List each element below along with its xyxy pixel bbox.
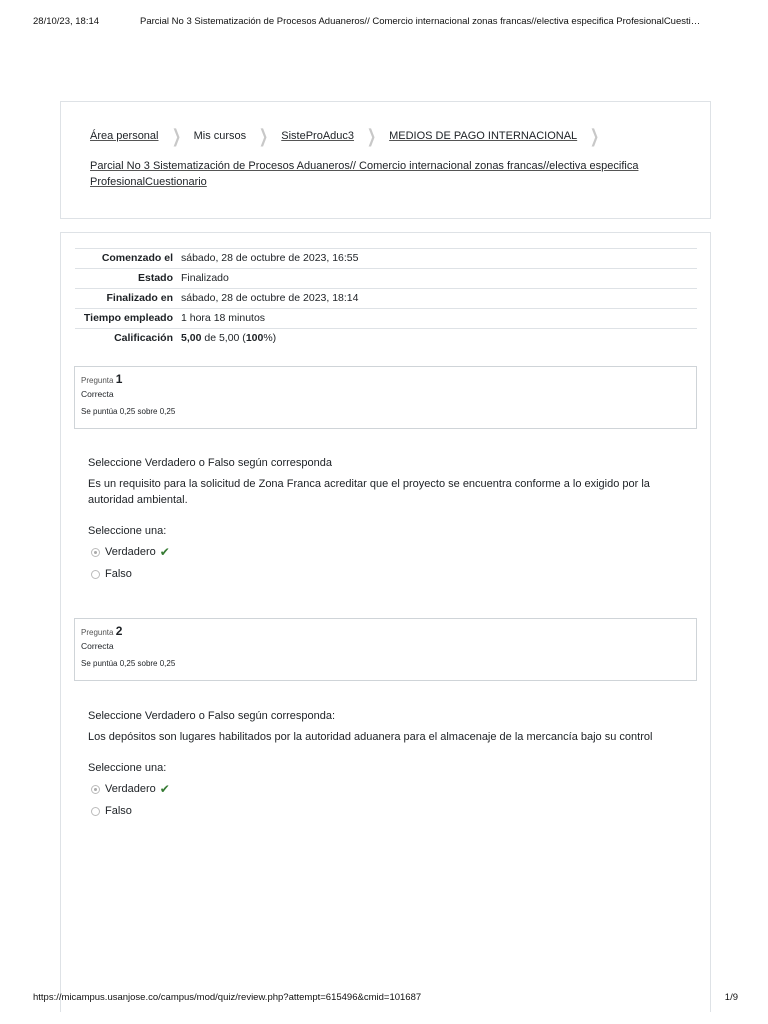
check-icon: ✔ bbox=[159, 782, 170, 796]
radio-button[interactable] bbox=[91, 807, 100, 816]
question-intro: Seleccione Verdadero o Falso según corresponda bbox=[88, 457, 332, 469]
check-icon: ✔ bbox=[159, 545, 170, 559]
table-row bbox=[75, 309, 697, 329]
summary-label: Finalizado en bbox=[106, 292, 173, 304]
question-number bbox=[81, 372, 690, 386]
table-row bbox=[75, 329, 697, 349]
question-grade: Se puntúa 0,25 sobre 0,25 bbox=[81, 407, 176, 416]
grade-value bbox=[181, 329, 697, 349]
summary-value: Finalizado bbox=[181, 272, 229, 284]
answer-option-verdadero[interactable] bbox=[88, 541, 683, 563]
answer-label: Falso bbox=[105, 805, 132, 817]
question-info-1 bbox=[74, 366, 697, 429]
answer-option-falso[interactable] bbox=[88, 800, 683, 822]
answer-label: Falso bbox=[105, 568, 132, 580]
breadcrumb-course[interactable]: SisteProAduc3 bbox=[281, 130, 355, 142]
summary-label: Calificación bbox=[114, 332, 173, 344]
radio-button-checked[interactable] bbox=[91, 785, 100, 794]
summary-value: sábado, 28 de octubre de 2023, 16:55 bbox=[181, 252, 359, 264]
question-label: Pregunta bbox=[81, 376, 114, 385]
table-row bbox=[75, 269, 697, 289]
summary-label: Estado bbox=[137, 272, 173, 284]
print-header bbox=[33, 16, 738, 27]
grade-percent: 100 bbox=[245, 332, 264, 344]
question-grade: Se puntúa 0,25 sobre 0,25 bbox=[81, 659, 176, 668]
summary-value: sábado, 28 de octubre de 2023, 18:14 bbox=[181, 292, 359, 304]
summary-label: Tiempo empleado bbox=[83, 312, 173, 324]
print-footer bbox=[33, 992, 738, 1003]
grade-of: de 5,00 ( bbox=[201, 332, 246, 344]
chevron-right-icon: ❯ bbox=[590, 125, 600, 146]
question-index: 2 bbox=[115, 624, 123, 638]
answer-prompt: Seleccione una: bbox=[88, 762, 167, 774]
breadcrumb-quiz-link[interactable]: Parcial No 3 Sistematización de Procesos Aduaneros// Comercio internacional zonas francas//electiva especifica ProfesionalCuestionario bbox=[90, 160, 639, 188]
print-page-number: 1/9 bbox=[724, 992, 738, 1003]
breadcrumb bbox=[90, 125, 612, 146]
print-title: Parcial No 3 Sistematización de Procesos Aduaneros// Comercio internacional zonas francas//electiva especifica ProfesionalCuesti… bbox=[140, 16, 701, 27]
breadcrumb-area-personal[interactable]: Área personal bbox=[90, 130, 159, 142]
quiz-review-card bbox=[60, 232, 711, 1012]
question-state: Correcta bbox=[81, 641, 114, 651]
question-text: Es un requisito para la solicitud de Zona Franca acreditar que el proyecto se encuentra conforme a lo exigido por la autoridad ambiental. bbox=[88, 478, 650, 506]
table-row bbox=[75, 289, 697, 309]
print-url: https://micampus.usanjose.co/campus/mod/quiz/review.php?attempt=615496&cmid=101687 bbox=[33, 992, 422, 1003]
summary-label: Comenzado el bbox=[101, 252, 173, 264]
grade-suffix: %) bbox=[263, 332, 277, 344]
chevron-right-icon: ❯ bbox=[367, 125, 377, 146]
question-info-2 bbox=[74, 618, 697, 681]
breadcrumb-section[interactable]: MEDIOS DE PAGO INTERNACIONAL bbox=[389, 130, 578, 142]
radio-button[interactable] bbox=[91, 570, 100, 579]
breadcrumb-mis-cursos: Mis cursos bbox=[193, 130, 247, 142]
answer-label: Verdadero bbox=[105, 546, 156, 558]
grade-score: 5,00 bbox=[181, 332, 202, 344]
question-intro: Seleccione Verdadero o Falso según corresponda: bbox=[88, 710, 336, 722]
summary-value: 1 hora 18 minutos bbox=[181, 312, 266, 324]
answer-label: Verdadero bbox=[105, 783, 156, 795]
question-number bbox=[81, 624, 690, 638]
answer-prompt: Seleccione una: bbox=[88, 525, 167, 537]
attempt-summary-table bbox=[75, 248, 697, 348]
question-content-2 bbox=[88, 708, 683, 822]
question-content-1 bbox=[88, 455, 683, 585]
answer-option-verdadero[interactable] bbox=[88, 778, 683, 800]
chevron-right-icon: ❯ bbox=[171, 125, 181, 146]
question-text: Los depósitos son lugares habilitados por la autoridad aduanera para el almacenaje de la mercancía bajo su control bbox=[88, 731, 653, 743]
answer-option-falso[interactable] bbox=[88, 563, 683, 585]
chevron-right-icon: ❯ bbox=[259, 125, 269, 146]
print-date: 28/10/23, 18:14 bbox=[33, 16, 100, 27]
navigation-card bbox=[60, 101, 711, 219]
question-label: Pregunta bbox=[81, 628, 114, 637]
table-row bbox=[75, 249, 697, 269]
question-index: 1 bbox=[115, 372, 123, 386]
question-state: Correcta bbox=[81, 389, 114, 399]
radio-button-checked[interactable] bbox=[91, 548, 100, 557]
